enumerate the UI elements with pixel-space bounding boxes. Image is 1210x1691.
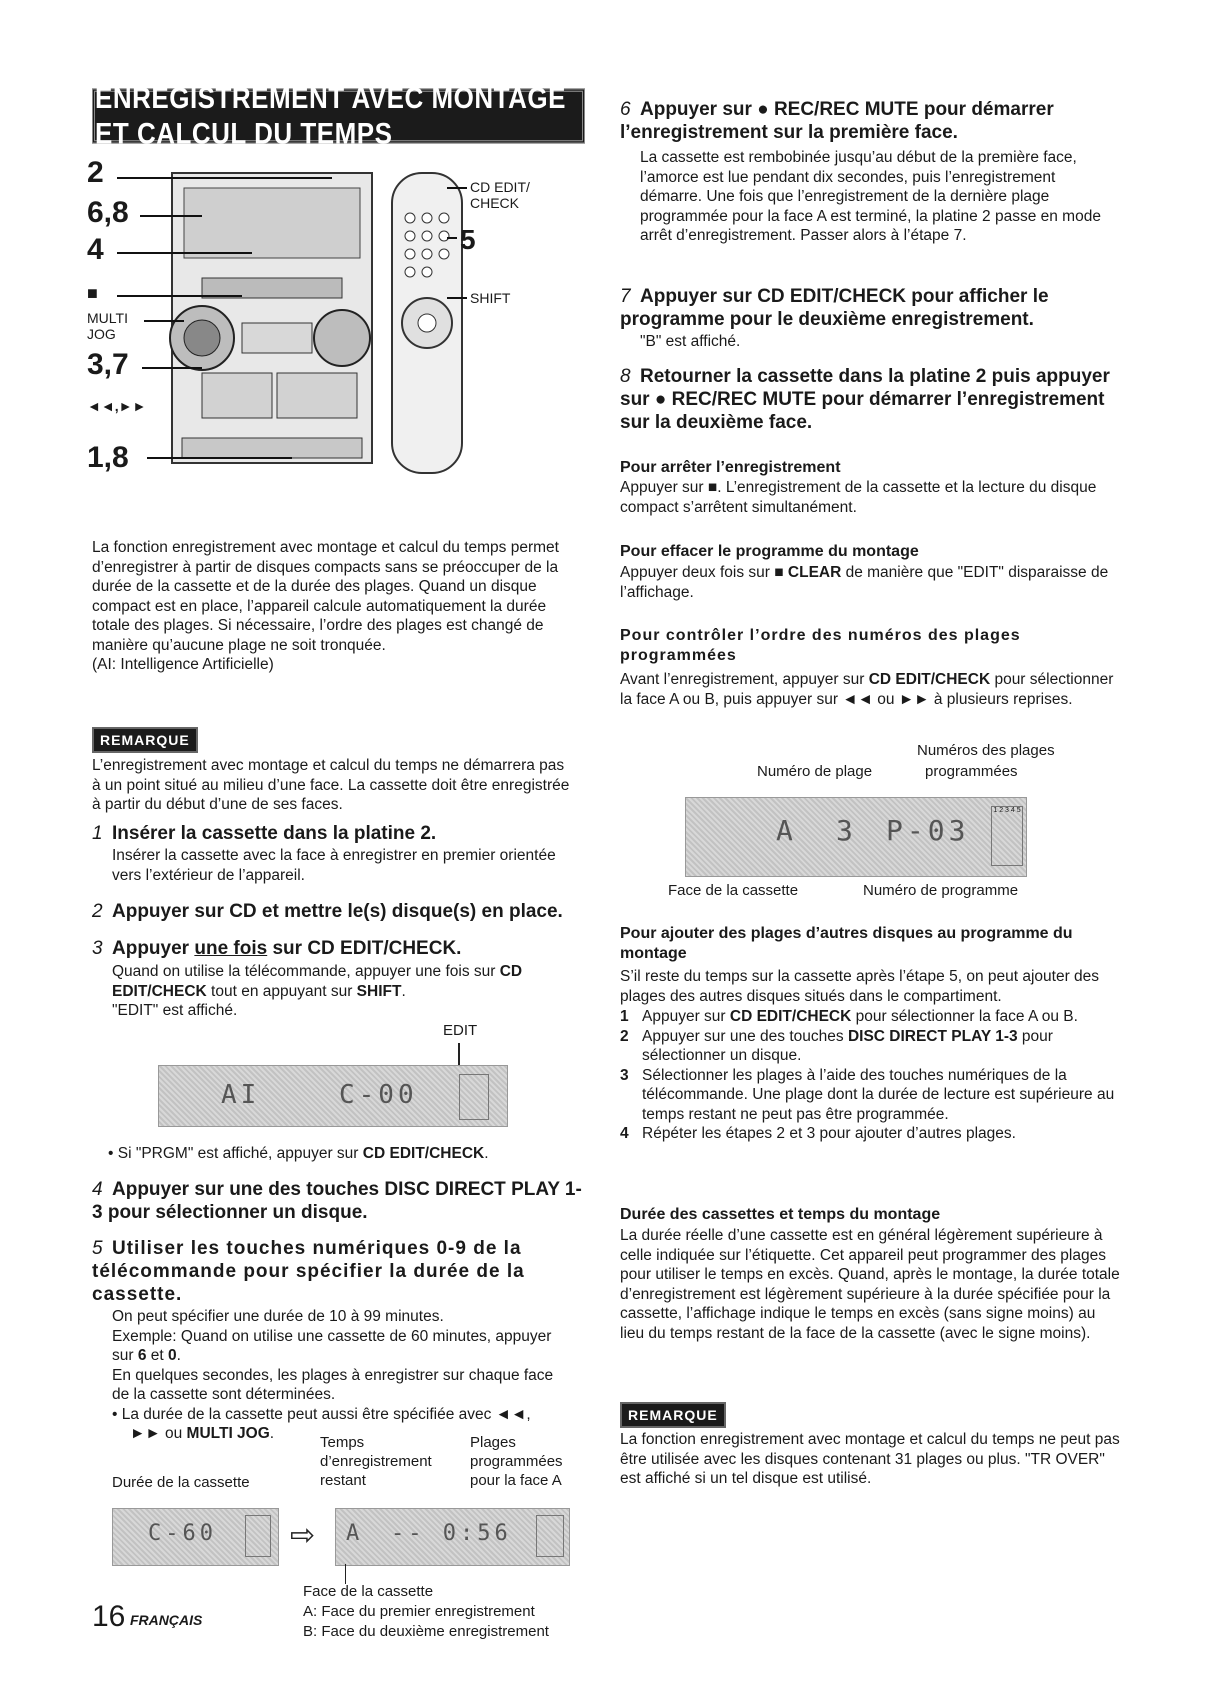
page-number: 16	[92, 1600, 126, 1633]
label-num-programme: Numéro de programme	[863, 882, 1019, 899]
step-title: Utiliser les touches numériques 0-9 de la télécommande pour spécifier la durée de la cassette.	[92, 1238, 525, 1305]
text: .	[269, 1425, 275, 1442]
lcd-c60-text: C-60	[148, 1521, 217, 1546]
step-title: Retourner la cassette dans la platine 2 puis appuyer sur ● REC/REC MUTE pour démarrer l’enregistrement sur la deuxième face.	[620, 366, 1110, 433]
text: pour sélectionner la face A ou B, puis appuyer sur ◄◄ ou ►► à plusieurs reprises.	[620, 671, 1114, 708]
key-cd-edit: CD EDIT/CHECK	[112, 963, 523, 1000]
intro-ai: (AI: Intelligence Artificielle)	[92, 656, 274, 673]
step-title: Appuyer sur une des touches DISC DIRECT PLAY 1-3 pour sélectionner un disque.	[92, 1179, 582, 1223]
edit-displayed: "EDIT" est affiché.	[112, 1002, 238, 1019]
text: On peut spécifier une durée de 10 à 99 minutes.	[112, 1308, 444, 1325]
item-number: 1	[620, 1008, 629, 1025]
key-cd-edit: CD EDIT/CHECK	[362, 1145, 485, 1162]
intro-paragraph	[92, 538, 572, 675]
list-item	[620, 1007, 1120, 1027]
add-heading: Pour ajouter des plages d’autres disques au programme du montage	[620, 925, 1073, 962]
step-5-body	[112, 1307, 572, 1444]
cassette-deck-2	[277, 373, 357, 418]
lcd-face: A	[776, 814, 797, 847]
stereo-base	[182, 438, 362, 458]
text: Appuyer sur une des touches	[642, 1027, 848, 1045]
label-face-cassette: Face de la cassette	[303, 1583, 434, 1600]
face-pointer	[345, 1564, 346, 1584]
label-temps: Temps	[320, 1434, 365, 1451]
step-1-heading	[92, 822, 582, 845]
stop-heading: Pour arrêter l’enregistrement	[620, 459, 841, 476]
item-number: 2	[620, 1027, 629, 1045]
item-number: 3	[620, 1066, 629, 1084]
label-num-plage: Numéro de plage	[757, 763, 873, 780]
step-3-body	[112, 962, 572, 1021]
step-3-note	[108, 1144, 578, 1164]
track-grid-icon	[536, 1515, 564, 1557]
step-title-a: Appuyer	[112, 938, 195, 959]
section-banner: ENREGISTREMENT AVEC MONTAGE ET CALCUL DU TEMPS	[92, 88, 585, 143]
label-pour-face-a: pour la face A	[470, 1472, 562, 1489]
intro-text: La fonction enregistrement avec montage et calcul du temps permet d’enregistrer à partir de disques compacts sans se préoccuper de la durée de la cassette et de la durée des plages. Quand un disque compact est en place, l’appareil calcule automatiquement la durée totale des plages. Si nécessaire, l’ordre des plages est changé de manière qu’aucune plage ne soit tronquée.	[92, 539, 559, 654]
key-0: 0	[168, 1347, 177, 1364]
example	[112, 1327, 572, 1366]
step-7-heading	[620, 285, 1120, 331]
step-number: 6	[620, 99, 631, 120]
cassette-icon	[245, 1515, 271, 1557]
text: ►► ou	[130, 1425, 187, 1442]
label-restant: restant	[320, 1472, 366, 1489]
remarque-text-1: L’enregistrement avec montage et calcul du temps ne démarrera pas à un point situé au milieu d’une face. La cassette doit être enregistrée à partir du début d’une de ses faces.	[92, 757, 570, 813]
stop-body: Appuyer sur ■. L’enregistrement de la cassette et la lecture du disque compact s’arrêtent simultanément.	[620, 479, 1097, 516]
list-item	[620, 1124, 1120, 1144]
callout-5: 5	[460, 224, 476, 255]
remarque-label: REMARQUE	[620, 1402, 726, 1428]
callout-3-7: 3,7	[87, 348, 129, 381]
duree-heading: Durée des cassettes et temps du montage	[620, 1206, 941, 1223]
label-face-a: A: Face du premier enregistrement	[303, 1603, 535, 1620]
step-number: 7	[620, 286, 631, 307]
label-plages: Plages	[470, 1434, 516, 1451]
label-enreg: d’enregistrement	[320, 1453, 432, 1470]
lcd-program-check	[685, 797, 1027, 877]
text: et	[146, 1347, 169, 1364]
lcd-plage: 3	[836, 814, 857, 847]
step-title: Appuyer sur CD et mettre le(s) disque(s) en place.	[112, 901, 563, 922]
check-body	[620, 670, 1120, 709]
callout-multi: MULTI	[87, 310, 128, 326]
lcd-c60	[112, 1508, 279, 1566]
key: DISC DIRECT PLAY 1-3	[847, 1027, 1018, 1045]
text: • Si "PRGM" est affiché, appuyer sur	[108, 1145, 363, 1162]
cassette-deck-1	[202, 373, 272, 418]
step-7-body: "B" est affiché.	[640, 333, 741, 350]
edit-pointer	[458, 1043, 460, 1065]
bullet: • La durée de la cassette peut aussi être spécifiée avec ◄◄,	[112, 1405, 531, 1423]
step-8-heading	[620, 365, 1120, 434]
text: Exemple: Quand on utilise une cassette de 60 minutes, appuyer sur	[112, 1327, 552, 1364]
step-number: 3	[92, 938, 103, 959]
label-num-plages: Numéros des plages	[917, 742, 1055, 759]
step-number: 1	[92, 823, 103, 844]
lcd-edit-display	[158, 1065, 508, 1127]
key-shift: SHIFT	[356, 982, 402, 1000]
volume-knob	[314, 310, 370, 366]
label-face-b: B: Face du deuxième enregistrement	[303, 1623, 549, 1640]
callout-stop: ■	[87, 283, 98, 303]
list-item	[620, 1066, 1120, 1125]
duree-body: La durée réelle d’une cassette est en général légèrement supérieure à celle indiquée sur l’étiquette. Cet appareil peut programmer des plages pour utiliser le temps en excès. Quand, après le montage, la durée totale d’enregistrement est légèrement supérieure à la durée spécifiée pour la cassette, l’affichage indique le temps en excès (sans signe moins) au lieu du temps restant de la face de la cassette (avec le signe moins).	[620, 1227, 1120, 1342]
check-heading: Pour contrôler l’ordre des numéros des plages programmées	[620, 627, 1021, 664]
step-title-b: sur CD EDIT/CHECK.	[267, 938, 462, 959]
step-5-heading	[92, 1237, 582, 1306]
callout-skip: ◄◄,►►	[87, 398, 147, 414]
key-clear: ■ CLEAR	[774, 564, 842, 581]
key: CD EDIT/CHECK	[729, 1008, 852, 1025]
clear-heading: Pour effacer le programme du montage	[620, 543, 919, 560]
step-3-heading	[92, 937, 582, 960]
label-programmees: programmées	[925, 763, 1018, 780]
text: Avant l’enregistrement, appuyer sur	[620, 671, 869, 688]
list-item	[620, 1027, 1120, 1066]
lcd-a-time	[335, 1508, 570, 1566]
clear-body	[620, 563, 1120, 602]
callout-shift: SHIFT	[470, 290, 511, 306]
key-multi-jog: MULTI JOG	[186, 1425, 270, 1442]
text: Quand on utilise la télécommande, appuyer une fois sur	[112, 963, 500, 980]
lcd-a: A	[346, 1521, 364, 1546]
text: Appuyer deux fois sur	[620, 564, 775, 581]
lcd-c00: C-00	[339, 1080, 418, 1110]
text: Appuyer sur	[642, 1008, 730, 1025]
lcd-time: -- 0:56	[391, 1521, 512, 1546]
step-2-heading	[92, 900, 582, 923]
callout-jog: JOG	[87, 326, 116, 342]
step-number: 8	[620, 366, 631, 387]
step-6-body: La cassette est rembobinée jusqu’au début de la première face, l’amorce est lue pendant dix secondes, puis l’enregistrement démarre. Une fois que l’enregistrement de la dernière plage programmée pour la face A est terminé, la platine 2 passe en mode arrêt d’enregistrement. Passer alors à l’étape 7.	[640, 149, 1101, 244]
display-window	[242, 323, 312, 353]
label-duree: Durée de la cassette	[112, 1474, 250, 1491]
step-number: 2	[92, 901, 103, 922]
text: .	[401, 982, 406, 1000]
text: .	[484, 1145, 489, 1162]
remarque-label: REMARQUE	[92, 727, 198, 753]
add-list	[620, 1007, 1120, 1144]
step-number: 5	[92, 1238, 104, 1259]
footer-language: FRANÇAIS	[130, 1612, 203, 1628]
track-grid: 1 2 3 4 5	[991, 806, 1023, 866]
key-6: 6	[137, 1347, 147, 1364]
step-6-heading	[620, 98, 1120, 144]
cassette-icon	[459, 1074, 489, 1120]
step-1-body: Insérer la cassette avec la face à enregistrer en premier orientée vers l’extérieur de l’appareil.	[112, 847, 556, 884]
text: Répéter les étapes 2 et 3 pour ajouter d’autres plages.	[642, 1125, 1016, 1142]
step-number: 4	[92, 1179, 103, 1200]
text: de manière que "EDIT" disparaisse de l’affichage.	[620, 564, 1109, 601]
cd-changer	[184, 188, 360, 258]
multi-jog-center	[184, 320, 220, 356]
text: .	[176, 1347, 181, 1364]
lcd-prog: P-03	[886, 814, 970, 847]
step-title-underline: une fois	[194, 938, 268, 959]
text: tout en appuyant sur	[206, 982, 357, 1000]
lcd-ai: AI	[221, 1080, 261, 1110]
callout-2: 2	[87, 156, 104, 189]
arrow-right-icon: ⇨	[290, 1519, 316, 1552]
add-body: S’il reste du temps sur la cassette après l’étape 5, on peut ajouter des plages des autres disques situés dans le compartiment.	[620, 968, 1100, 1005]
key-cd-edit: CD EDIT/CHECK	[868, 671, 991, 688]
callout-cd-edit: CD EDIT/	[470, 179, 530, 195]
remarque-badge-2	[620, 1402, 726, 1428]
step-title: Appuyer sur ● REC/REC MUTE pour démarrer l’enregistrement sur la première face.	[620, 99, 1054, 143]
label-programmees: programmées	[470, 1453, 563, 1470]
remarque-text-2: La fonction enregistrement avec montage et calcul du temps ne peut pas être utilisée avec les disques contenant 31 plages ou plus. "TR OVER" est affiché si un tel disque est utilisé.	[620, 1431, 1120, 1487]
text: pour sélectionner la face A ou B.	[851, 1008, 1078, 1025]
callout-6-8: 6,8	[87, 196, 129, 229]
remarque-badge-1	[92, 727, 198, 753]
device-diagram	[87, 156, 572, 508]
callout-check: CHECK	[470, 195, 520, 211]
text: pour sélectionner un disque.	[642, 1027, 1053, 1064]
text: En quelques secondes, les plages à enregistrer sur chaque face de la cassette sont déterminées.	[112, 1366, 554, 1403]
step-title: Insérer la cassette dans la platine 2.	[112, 823, 437, 844]
step-title: Appuyer sur CD EDIT/CHECK pour afficher le programme pour le deuxième enregistrement.	[620, 286, 1049, 330]
callout-4: 4	[87, 233, 104, 266]
item-number: 4	[620, 1125, 629, 1142]
callout-1-8: 1,8	[87, 441, 129, 474]
edit-label: EDIT	[443, 1022, 478, 1039]
text: Sélectionner les plages à l’aide des touches numériques de la télécommande. Une plage dont la durée de lecture est supérieure au temps restant ne peut pas être programmée.	[642, 1066, 1115, 1123]
label-face-cassette: Face de la cassette	[668, 882, 799, 899]
step-4-heading	[92, 1178, 582, 1224]
